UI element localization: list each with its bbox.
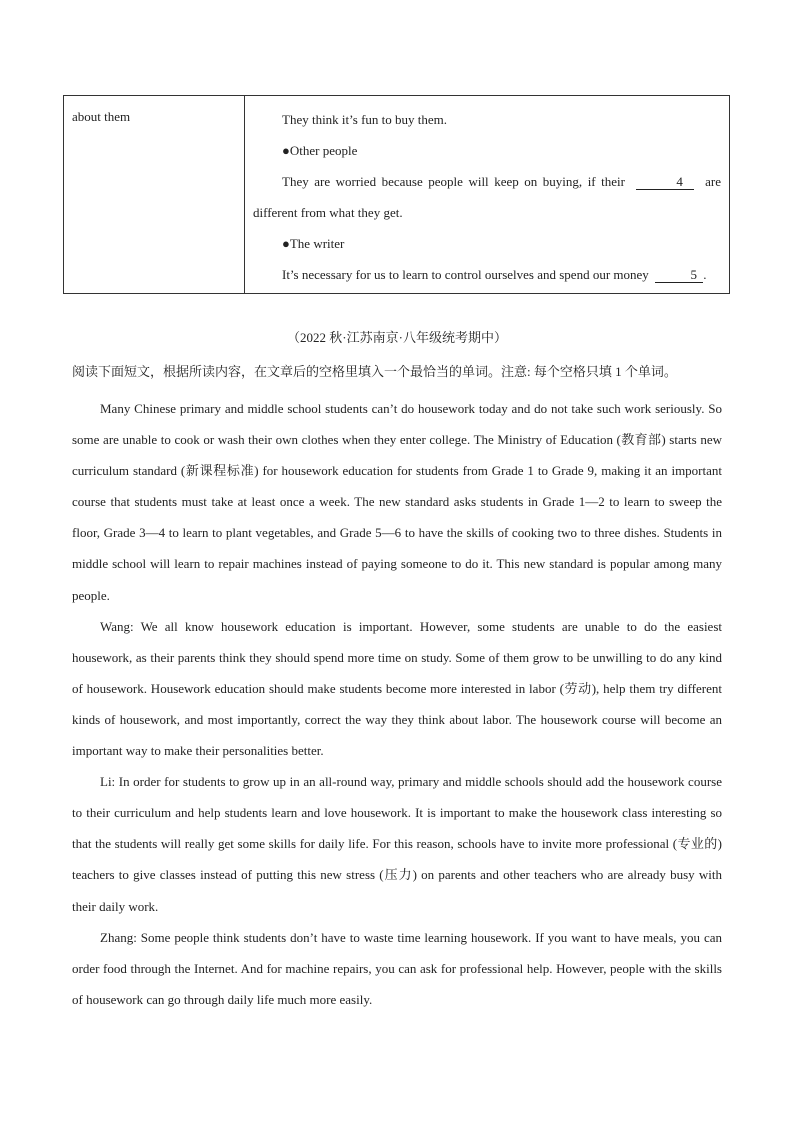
row-label: about them xyxy=(72,109,131,124)
paragraph-wang: Wang: We all know housework education is important. However, some students are unable to do the easiest housework, as their parents think they should spend more time on study. Some of them grow to be unwilling to do any kind of housework. Housework education should make students become more interested in labor (劳动), help them try different kinds of housework, and most importantly, correct the way they think about labor. The housework course will become an important way to make their personalities better. xyxy=(72,618,722,759)
line5-text-before: It’s necessary for us to learn to control ourselves and spend our money xyxy=(282,267,649,282)
table-line-3 xyxy=(253,166,721,228)
blank-4[interactable]: 4 xyxy=(636,174,694,190)
paragraph-intro: Many Chinese primary and middle school students can’t do housework today and do not take such work seriously. So some are unable to cook or wash their own clothes when they enter college. The Ministry of Education (教育部) starts new curriculum standard (新课程标准) for housework education for students from Grade 1 to Grade 9, making it an important course that students must take at least once a week. The new standard asks students in Grade 1—2 to learn to sweep the floor, Grade 3—4 to learn to plant vegetables, and Grade 5—6 to have the skills of cooking two to three dishes. Students in middle school will learn to repair machines instead of paying someone to do it. This new standard is popular among many people. xyxy=(72,401,722,603)
paragraph-zhang: Zhang: Some people think students don’t have to waste time learning housework. If you want to have meals, you can order food through the Internet. And for machine repairs, you can ask for professional help. However, people with the skills of housework can go through daily life much more easily. xyxy=(72,929,722,1007)
table-line-1: They think it’s fun to buy them. xyxy=(282,112,448,127)
line3-text-after: are different from what they get. xyxy=(253,174,721,220)
line5-text-after: . xyxy=(703,267,707,282)
table-left-cell xyxy=(64,96,245,294)
instruction-line: 阅读下面短文，根据所读内容，在文章后的空格里填入一个最恰当的单词。注意: 每个空格只填 1 个单词。 xyxy=(72,364,677,379)
blank-5[interactable]: 5 xyxy=(655,267,703,283)
heading-the-writer: ●The writer xyxy=(282,236,345,251)
table-row xyxy=(64,96,730,294)
summary-table xyxy=(63,95,730,294)
heading-other-people: ●Other people xyxy=(282,143,358,158)
table-line-5 xyxy=(253,259,721,290)
source-line: （2022 秋·江苏南京·八年级统考期中） xyxy=(287,330,507,345)
paragraph-li: Li: In order for students to grow up in an all-round way, primary and middle schools should add the housework course to their curriculum and help students learn and love housework. It is important to make the housework class interesting so that the students will really get some skills for daily life. For this reason, schools have to invite more professional (专业的) teachers to give classes instead of putting this new stress (压力) on parents and other teachers who are already busy with their daily work. xyxy=(72,774,722,914)
table-right-cell xyxy=(245,96,730,294)
reading-passage xyxy=(72,393,722,1015)
line3-text-before: They are worried because people will keep on buying, if their xyxy=(282,174,625,189)
